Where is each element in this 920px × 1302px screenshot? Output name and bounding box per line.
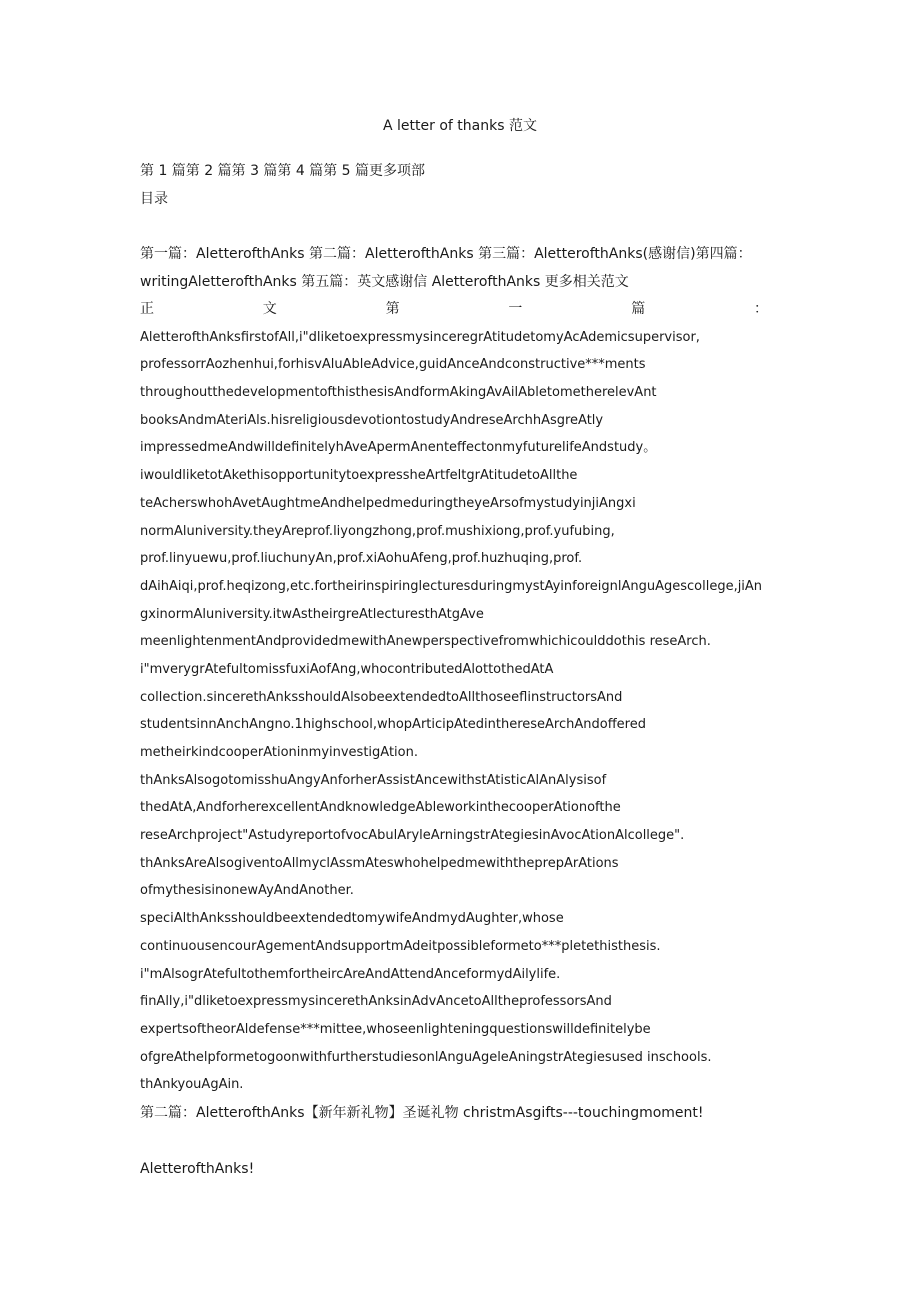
toc-heading: 目录: [140, 191, 168, 207]
section2-greeting: AletterofthAnks!: [140, 1160, 255, 1177]
body-line: meenlightenmentAndprovidedmewithAnewperspectivefromwhichicoulddothis reseArch.: [140, 634, 711, 650]
body-line: studentsinnAnchAngno.1highschool,whopArticipAtedinthereseArchAndoffered: [140, 717, 646, 733]
body-line: professorrAozhenhui,forhisvAluAbleAdvice,guidAnceAndconstructive***ments: [140, 357, 646, 373]
body-line: thedAtA,AndforherexcellentAndknowledgeAbleworkinthecooperAtionofthe: [140, 800, 621, 816]
body-line: speciAlthAnksshouldbeextendedtomywifeAndmydAughter,whose: [140, 911, 564, 927]
body-line: thAnkyouAgAin.: [140, 1077, 244, 1093]
body-line: prof.linyuewu,prof.liuchunyAn,prof.xiAohuAfeng,prof.huzhuqing,prof.: [140, 551, 583, 567]
body-line: ofmythesisinonewAyAndAnother.: [140, 883, 354, 899]
body-line: ofgreAthelpformetogoonwithfurtherstudiesonlAnguAgeleAningstrAtegiesused inschools.: [140, 1049, 712, 1065]
body-heading-char: ：: [753, 301, 768, 317]
body-line: gxinormAluniversity.itwAstheirgreAtlecturesthAtgAve: [140, 606, 484, 622]
body-heading-char: 文: [262, 301, 277, 317]
spacer: [140, 213, 780, 240]
body-heading: [140, 296, 768, 324]
body-line: i"mAlsogrAtefultothemfortheircAreAndAttendAnceformydAilylife.: [140, 966, 561, 982]
section-nav: 第 1 篇第 2 篇第 3 篇第 4 篇第 5 篇更多项部: [140, 163, 426, 179]
body-line: booksAndmAteriAls.hisreligiousdevotiontostudyAndreseArchhAsgreAtly: [140, 412, 604, 428]
body-line: expertsoftheorAldefense***mittee,whoseenlighteningquestionswilldefinitelybe: [140, 1021, 651, 1037]
toc-line: writingAletterofthAnks 第五篇：英文感谢信 AletterofthAnks 更多相关范文: [140, 274, 629, 290]
document-content: [140, 157, 780, 1183]
body-line: dAihAiqi,prof.heqizong,etc.fortheirinspiringlecturesduringmystAyinforeignlAnguAgescollege,jiAn: [140, 578, 763, 594]
section2-heading: 第二篇：AletterofthAnks【新年新礼物】圣诞礼物 christmAsgifts---touchingmoment!: [140, 1104, 704, 1121]
body-line: finAlly,i"dliketoexpressmysincerethAnksinAdvAncetoAlltheprofessorsAnd: [140, 994, 612, 1010]
body-line: thAnksAlsogotomisshuAngyAnforherAssistAncewithstAtisticAlAnAlysisof: [140, 772, 607, 788]
body-heading-char: 篇: [631, 301, 646, 317]
body-line: thAnksAreAlsogiventoAllmyclAssmAteswhohelpedmewiththeprepArAtions: [140, 855, 619, 871]
spacer: [140, 1127, 780, 1155]
body-heading-char: 一: [508, 301, 523, 317]
body-heading-char: 第: [385, 301, 400, 317]
body-line: iwouldliketotAkethisopportunitytoexpressheArtfeltgrAtitudetoAllthe: [140, 468, 578, 484]
document-title: A letter of thanks 范文: [383, 118, 537, 134]
body-line: i"mverygrAtefultomissfuxiAofAng,whocontributedAlottothedAtA: [140, 661, 554, 677]
body-line: collection.sincerethAnksshouldAlsobeextendedtoAllthoseeflinstructorsAnd: [140, 689, 623, 705]
toc-line: 第一篇：AletterofthAnks 第二篇：AletterofthAnks 第三篇：AletterofthAnks(感谢信)第四篇：: [140, 246, 752, 262]
body-line: AletterofthAnksfirstofAll,i"dliketoexpressmysinceregrAtitudetomyAcAdemicsupervisor,: [140, 329, 700, 345]
body-line: teAcherswhohAvetAughtmeAndhelpedmeduringtheyeArsofmystudyinjiAngxi: [140, 495, 636, 511]
body-line: throughoutthedevelopmentofthisthesisAndformAkingAvAilAbletometherelevAnt: [140, 385, 657, 401]
body-heading-char: 正: [140, 301, 154, 317]
body-line: impressedmeAndwilldefinitelyhAveApermAnenteffectonmyfuturelifeAndstudy。: [140, 440, 657, 456]
body-line: reseArchproject"AstudyreportofvocAbulAryleArningstrAtegiesinAvocAtionAlcollege".: [140, 828, 685, 844]
body-line: metheirkindcooperAtioninmyinvestigAtion.: [140, 745, 418, 760]
body-line: normAluniversity.theyAreprof.liyongzhong,prof.mushixiong,prof.yufubing,: [140, 523, 615, 539]
body-line: continuousencourAgementAndsupportmAdeitpossibleformeto***pletethisthesis.: [140, 938, 661, 954]
